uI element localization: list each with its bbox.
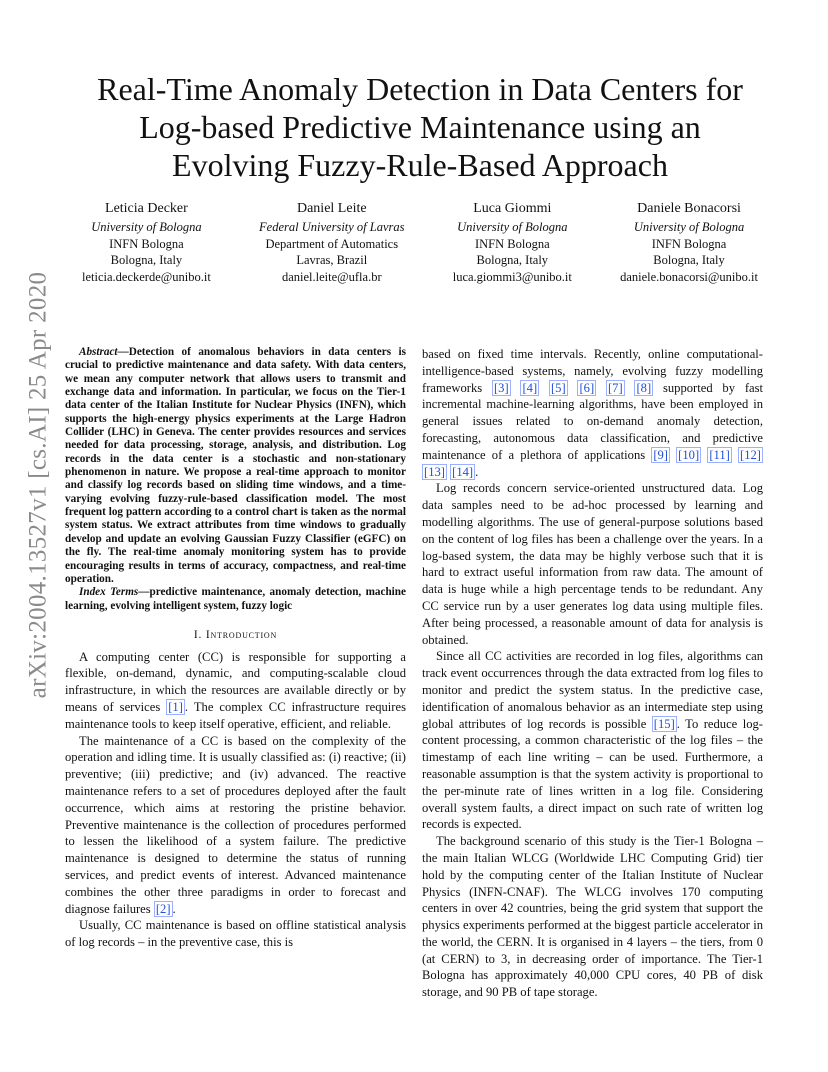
author-name: Luca Giommi <box>473 201 552 216</box>
citation-link[interactable]: [14] <box>452 464 474 479</box>
citation-link[interactable]: [11] <box>709 447 730 462</box>
paragraph-text: . <box>172 901 176 916</box>
author-1 <box>82 200 211 286</box>
right-column <box>422 346 763 1001</box>
author-3 <box>453 200 572 286</box>
citation-link[interactable]: [3] <box>493 380 509 395</box>
author-location: Lavras, Brazil <box>296 253 368 268</box>
author-name: Daniele Bonacorsi <box>637 201 741 216</box>
index-terms-lead: Index Terms <box>79 586 139 599</box>
paragraph <box>422 346 763 480</box>
paper-title: Real-Time Anomaly Detection in Data Centers for Log-based Predictive Maintenance using an Evolving Fuzzy-Rule-Based Approach <box>97 71 743 183</box>
paragraph: Usually, CC maintenance is based on offline statistical analysis of log records – in the preventive case, this is <box>65 918 406 950</box>
author-affiliation: Federal University of Lavras <box>259 220 405 234</box>
paragraph-text: . <box>475 464 479 479</box>
author-email: daniel.leite@ufla.br <box>281 270 382 285</box>
author-location: Bologna, Italy <box>476 253 549 268</box>
citation-link[interactable]: [15] <box>653 716 675 731</box>
abstract-lead: Abstract <box>79 346 118 358</box>
citation-link[interactable]: [13] <box>424 464 445 479</box>
author-affiliation: University of Bologna <box>633 220 745 234</box>
paragraph-text: based on fixed time intervals. Recently, online computational-intelligence-based systems, namely, evolving fuzzy modelling frameworks <box>422 347 763 395</box>
citation-link[interactable]: [7] <box>607 380 623 395</box>
index-terms-text: —predictive maintenance, anomaly detection, machine learning, evolving intelligent system, fuzzy logic <box>65 586 406 612</box>
author-department: INFN Bologna <box>109 236 184 251</box>
index-terms <box>65 586 406 613</box>
paragraph-text: Since all CC activities are recorded in log files, algorithms can track event occurrences through the data extracted from log files to monitor and predict the system status. In the predictive case, identification of anomalous behavior as an intermediate step using global attributes of log records is possible <box>422 649 763 731</box>
left-column <box>65 346 406 951</box>
author-block <box>82 200 758 286</box>
paragraph <box>422 648 763 833</box>
citation-link[interactable]: [12] <box>740 447 761 462</box>
paragraph-text: . The complex CC infrastructure requires maintenance tools to keep itself operative, efficient, and reliable. <box>65 700 406 731</box>
citation-link[interactable]: [6] <box>579 380 595 395</box>
arxiv-identifier: arXiv:2004.13527v1 [cs.AI] 25 Apr 2020 <box>24 271 51 699</box>
citation-link[interactable]: [4] <box>522 380 538 395</box>
citation-link[interactable]: [8] <box>636 380 652 395</box>
author-2 <box>259 200 404 286</box>
abstract <box>65 346 406 586</box>
paragraph: Log records concern service-oriented unstructured data. Log data samples need to be ad-hoc processed by learning and modelling algorithms. The use of general-purpose solutions based on the content of log files has been a challenge over the years. In a log-based system, the data may be highly verbose such that it is hard to extract useful information from raw data. The amount of data is huge while a high percentage tends to be redundant. Any CC service run by a user generates log data using multiple files. After being processed, a reasonable amount of data for analysis is obtained. <box>422 481 763 647</box>
author-department: INFN Bologna <box>651 236 727 251</box>
abstract-text: —Detection of anomalous behaviors in data centers is crucial to predictive maintenance and data safety. With data centers, we mean any computer network that allows users to transmit and exchange data and information. In particular, we focus on the Tier-1 data center of the Italian Institute for Nuclear Physics (INFN), which supports the high-energy physics experiments at the Large Hadron Collider (LHC) in Geneva. The center provides resources and services needed for data processing, storage, analysis, and distribution. Log records in the data center is a stochastic and non-stationary phenomenon in nature. We propose a real-time approach to monitor and classify log records based on sliding time windows, and a time-varying evolving fuzzy-rule-based classification model. The most frequent log pattern according to a control chart is taken as the normal system status. We extract attributes from time windows to gradually develop and update an evolving Gaussian Fuzzy Classifier (eGFC) on the fly. The real-time anomaly monitoring system has to provide encouraging results in terms of accuracy, compactness, and real-time operation. <box>65 346 406 585</box>
paragraph: The background scenario of this study is the Tier-1 Bologna – the main Italian WLCG (Worldwide LHC Computing Grid) tier hold by the computing center of the Italian Institute of Nuclear Physics (INFN-CNAF). The WLCG involves 170 computing centers in over 42 countries, being the grid system that support the physics experiments performed at the biggest particle accelerator in the world, the CERN. It is organised in 4 layers – the tiers, from 0 (at CERN) to 3, in decreasing order of importance. The Tier-1 Bologna has approximately 40,000 CPU cores, 40 PB of disk storage, and 90 PB of tape storage. <box>422 834 763 1000</box>
arxiv-stamp <box>18 271 58 699</box>
author-name: Leticia Decker <box>105 201 188 216</box>
author-affiliation: University of Bologna <box>91 220 202 234</box>
author-affiliation: University of Bologna <box>457 220 568 234</box>
citation-link[interactable]: [10] <box>678 447 700 462</box>
author-4 <box>620 200 758 286</box>
citation-link[interactable]: [5] <box>550 380 566 395</box>
author-department: INFN Bologna <box>474 236 550 251</box>
author-location: Bologna, Italy <box>110 253 183 268</box>
paragraph-text: supported by fast incremental machine-learning algorithms, have been employed in general issues related to on-demand anomaly detection, forecasting, autonomous data classification, and predictive maintenance of a plethora of applications <box>422 380 763 462</box>
citation-link[interactable]: [2] <box>155 901 171 916</box>
author-email: leticia.deckerde@unibo.it <box>82 270 211 285</box>
paragraph <box>65 649 406 733</box>
citation-link[interactable]: [1] <box>168 700 183 715</box>
author-name: Daniel Leite <box>296 201 367 216</box>
author-department: Department of Automatics <box>265 236 399 251</box>
section-heading: I. Introduction <box>193 628 278 641</box>
author-email: daniele.bonacorsi@unibo.it <box>620 270 758 285</box>
citation-link[interactable]: [9] <box>653 447 668 462</box>
author-email: luca.giommi3@unibo.it <box>452 270 572 285</box>
paragraph-text: The maintenance of a CC is based on the complexity of the operation and idling time. It is usually classified as: (i) reactive; (ii) preventive; (iii) predictive; and (iv) advanced. The reactive maintenance refers to a set of procedures deployed after the fault occurrence, which aims at restoring the pristine behavior. Preventive maintenance is the collection of procedures performed to lessen the likelihood of a system failure. The predictive maintenance is designed to determine the status of running services, and predict events of interest. Advanced maintenance combines the other three paradigms in order to forecast and diagnose failures <box>65 733 406 916</box>
paragraph <box>65 733 406 918</box>
paragraph-text: A computing center (CC) is responsible for supporting a flexible, on-demand, dynamic, and computing-scalable cloud infrastructure, in which the resources are available directly or by means of services <box>65 649 406 715</box>
paragraph-text: . To reduce log-content processing, a common characteristic of the log files – the timestamp of each line writing – can be used. Furthermore, a reasonable assumption is that the system activity is proportional to the per-minute rate of lines written in a log file. Considering overall system faults, a direct impact on such rate of written log records is expected. <box>422 716 763 832</box>
author-location: Bologna, Italy <box>653 253 725 268</box>
